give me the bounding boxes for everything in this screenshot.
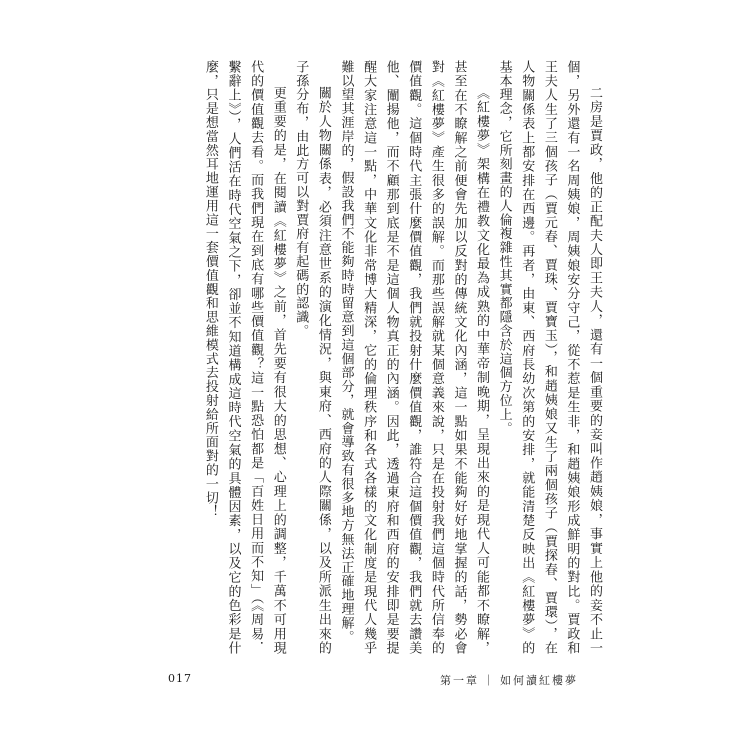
paragraph-1: 二房是賈政，他的正配夫人即王夫人，還有一個重要的妾叫作趙姨娘，事實上他的妾不止一個，另外還有一名周姨娘，周姨娘安分守己，從不惹是生非，和趙姨娘形成鮮明的對比。賈政和王夫人生了三個孩子（賈元春、賈珠、賈寶玉），和趙姨娘又生了兩個孩子（賈探春、賈環），在人物關係表上都安排在西邊。再者，由東、西府長幼次第的安排，就能清楚反映出《紅樓夢》的基本理念，它所刻畫的人倫複雜性其實都隱含於這個方位上。 [496,60,602,655]
chapter-label: 第一章 [440,674,479,687]
paragraph-3: 關於人物關係表，必須注意世系的演化情況，與東府、西府的人際關係，以及所派生出來的子孫分布，由此方可以對賈府有起碼的認識。 [293,60,331,655]
chapter-title: 如何讀紅樓夢 [500,674,578,687]
running-header [440,672,578,688]
paragraph-2: 《紅樓夢》架構在禮教文化最為成熟的中華帝制晚期，呈現出來的是現代人可能都不瞭解，甚至在不瞭解之前便會先加以反對的傳統文化內涵，這一點如果不能夠好好地掌握的話，勢必會對《紅樓夢》產生很多的誤解。而那些誤解就某個意義來說，只是在投射我們這個時代所信奉的價值觀。這個時代主張什麼價值觀，我們就投射什麼價值觀，誰符合這個價值觀，我們就去讚美他、闡揚他，而不顧那到底是不是這個人物真正的內涵。因此，透過東府和西府的安排即是要提醒大家注意這一點，中華文化非常博大精深，它的倫理秩序和各式各樣的文化制度是現代人幾乎難以望其涯岸的，假設我們不能夠時時留意到這個部分，就會導致有很多地方無法正確地理解。 [338,60,490,655]
header-separator: ｜ [483,674,496,687]
body-text [198,60,605,655]
paragraph-4: 更重要的是，在閱讀《紅樓夢》之前，首先要有很大的思想、心理上的調整，千萬不可用現代的價值觀去看。而我們現在到底有哪些價值觀？這一點恐怕都是「百姓日用而不知」（《周易．繫辭上》），人們活在時代空氣之下，卻並不知道構成這時代空氣的具體因素，以及它的色彩是什麼，只是想當然耳地運用這一套價值觀和思維模式去投射給所面對的一切！ [202,60,286,655]
page-number: 017 [168,672,192,685]
